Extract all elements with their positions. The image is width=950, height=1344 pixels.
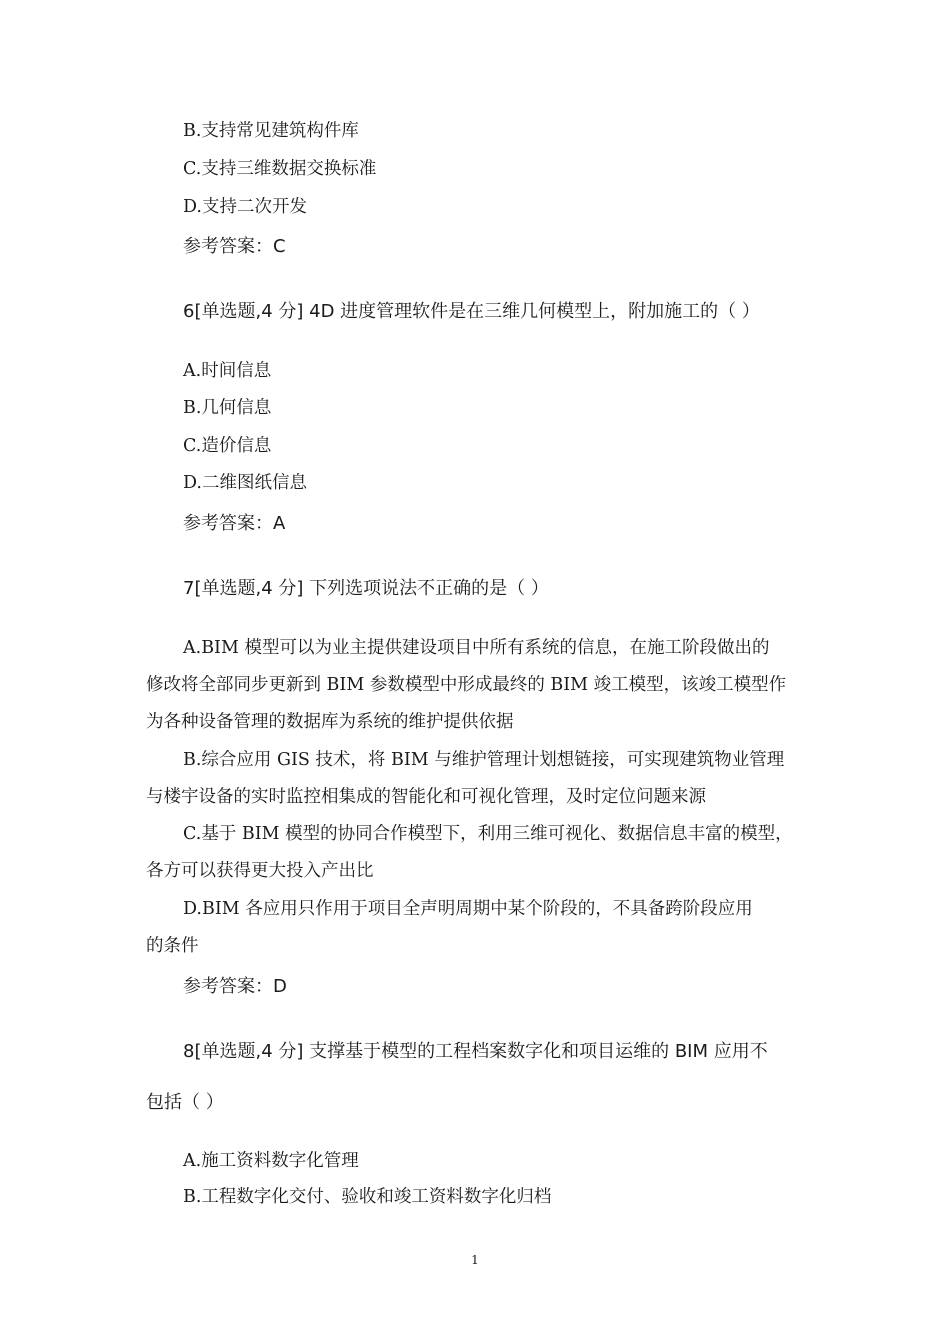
q7-option-c-line-2: 各方可以获得更大投入产出比 <box>146 861 374 881</box>
q6-option-c: C.造价信息 <box>183 436 272 456</box>
q7-option-d-line-2: 的条件 <box>146 936 199 956</box>
q7-option-a-line-1: A.BIM 模型可以为业主提供建设项目中所有系统的信息，在施工阶段做出的 <box>183 638 770 658</box>
q5-option-c: C.支持三维数据交换标准 <box>183 159 377 179</box>
q7-option-b-line-1: B.综合应用 GIS 技术，将 BIM 与维护管理计划想链接，可实现建筑物业管理 <box>183 750 785 770</box>
q8-question-line-1: 8[单选题,4 分] 支撑基于模型的工程档案数字化和项目运维的 BIM 应用不 <box>183 1041 768 1062</box>
q7-option-c-line-1: C.基于 BIM 模型的协同合作模型下，利用三维可视化、数据信息丰富的模型， <box>183 824 793 844</box>
q7-option-a-line-2: 修改将全部同步更新到 BIM 参数模型中形成最终的 BIM 竣工模型，该竣工模型作 <box>146 675 787 695</box>
q5-option-b: B.支持常见建筑构件库 <box>183 121 359 141</box>
q5-answer: 参考答案：C <box>183 236 286 257</box>
q6-option-d: D.二维图纸信息 <box>183 473 307 493</box>
q7-option-d-line-1: D.BIM 各应用只作用于项目全声明周期中某个阶段的，不具备跨阶段应用 <box>183 899 753 919</box>
page-number: 1 <box>471 1253 479 1267</box>
q6-answer: 参考答案：A <box>183 513 286 534</box>
q6-question: 6[单选题,4 分] 4D 进度管理软件是在三维几何模型上，附加施工的（ ） <box>183 301 760 322</box>
q6-option-b: B.几何信息 <box>183 398 272 418</box>
q5-option-d: D.支持二次开发 <box>183 197 307 217</box>
q7-option-a-line-3: 为各种设备管理的数据库为系统的维护提供依据 <box>146 712 514 732</box>
q6-option-a: A.时间信息 <box>183 361 272 381</box>
q7-option-b-line-2: 与楼宇设备的实时监控相集成的智能化和可视化管理，及时定位问题来源 <box>146 787 706 807</box>
q8-option-a: A.施工资料数字化管理 <box>183 1151 359 1171</box>
q7-question: 7[单选题,4 分] 下列选项说法不正确的是（ ） <box>183 578 549 599</box>
q8-question-line-2: 包括（ ） <box>146 1092 224 1113</box>
q7-answer: 参考答案：D <box>183 976 287 997</box>
q8-option-b: B.工程数字化交付、验收和竣工资料数字化归档 <box>183 1187 552 1207</box>
